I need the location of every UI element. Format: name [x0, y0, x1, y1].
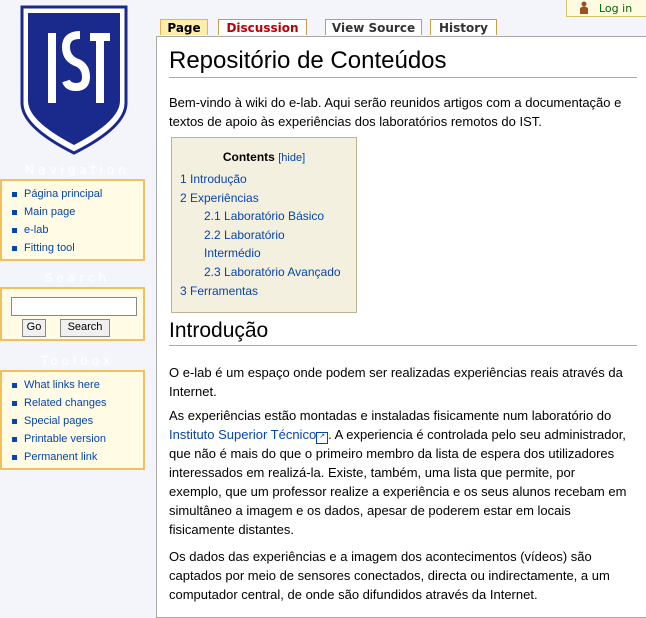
toc-hide-link[interactable]: hide — [281, 152, 303, 164]
tab-history[interactable]: History — [430, 19, 497, 35]
search-input[interactable] — [11, 297, 137, 316]
go-button[interactable]: Go — [22, 319, 46, 337]
nav-item-fitting-tool[interactable]: Fitting tool — [10, 239, 143, 257]
toc-item-laboratorio-avancado[interactable]: 2.3 Laboratório Avançado — [204, 265, 341, 279]
nav-item-main-page[interactable]: Main page — [10, 203, 143, 221]
section-heading: Introdução — [169, 319, 637, 346]
toc-item-introducao[interactable]: 1 Introdução — [180, 172, 247, 186]
login-link[interactable] — [566, 0, 646, 17]
toolbox-related-changes[interactable]: Related changes — [10, 394, 143, 412]
intro-paragraph: Bem-vindo à wiki do e-lab. Aqui serão reunidos artigos com a documentação e textos de apoio às experiências dos laboratórios remotos do IST. — [169, 95, 622, 129]
toc-title: Contents — [222, 150, 275, 164]
main-content — [156, 36, 646, 618]
toc-item-ferramentas[interactable]: 3 Ferramentas — [180, 284, 259, 298]
ist-external-link[interactable]: Instituto Superior Técnico — [169, 427, 317, 442]
search-portlet — [0, 287, 145, 341]
tab-discussion[interactable]: Discussion — [218, 19, 307, 35]
ist-logo[interactable] — [20, 5, 128, 155]
navigation-portlet — [0, 179, 145, 261]
toc-title-row: Contents [hide] — [222, 150, 306, 164]
toolbox-printable-version[interactable]: Printable version — [10, 430, 143, 448]
nav-item-e-lab[interactable]: e-lab — [10, 221, 143, 239]
toolbox-what-links-here[interactable]: What links here — [10, 376, 143, 394]
external-link-icon: ↗ — [316, 432, 328, 444]
toolbox-special-pages[interactable]: Special pages — [10, 412, 143, 430]
search-button[interactable]: Search — [60, 319, 110, 337]
toolbox-portlet — [0, 370, 145, 470]
paragraph-1: O e-lab é um espaço onde podem ser realizadas experiências reais através da Internet. — [169, 365, 623, 399]
nav-item-pagina-principal[interactable]: Página principal — [10, 185, 143, 203]
navigation-title: Navigation — [25, 163, 130, 177]
paragraph-2 — [169, 406, 629, 539]
tab-page[interactable]: Page — [160, 19, 208, 35]
paragraph-2-start: As experiências estão montadas e instaladas fisicamente num laboratório do — [169, 408, 612, 423]
paragraph-3: Os dados das experiências e a imagem dos acontecimentos (vídeos) são captados por meio de sensores conectados, directa ou indirectamente, a um computador central, de onde são difundidos através da Internet. — [169, 549, 610, 602]
toc-item-experiencias[interactable]: 2 Experiências — [180, 191, 259, 205]
tab-view-source[interactable]: View Source — [325, 19, 422, 35]
login-label[interactable]: Log in — [599, 2, 633, 15]
toolbox-title: Toolbox — [41, 354, 114, 368]
paragraph-2-end: . A experiencia é controlada pelo seu administrador, que não é mais do que o primeiro membro da lista de espera dos utilizadores interessados em realizá-la. Existe, também, uma lista que permite, por exemplo, que um professor realize a experiência e os seus alunos recebam em simultâneo a imagem e os dados, apesar de poderem estar em locais fisicamente distantes. — [169, 427, 627, 537]
page-title: Repositório de Conteúdos — [169, 47, 637, 78]
toc-item-laboratorio-basico[interactable]: 2.1 Laboratório Básico — [204, 209, 325, 223]
toc-item-laboratorio-intermedio-cont[interactable]: Intermédio — [204, 246, 261, 260]
search-title: Search — [44, 271, 111, 285]
toc-item-laboratorio-intermedio[interactable]: 2.2 Laboratório — [204, 228, 285, 242]
toolbox-permanent-link[interactable]: Permanent link — [10, 448, 143, 466]
table-of-contents — [171, 137, 357, 313]
user-icon — [579, 1, 589, 14]
